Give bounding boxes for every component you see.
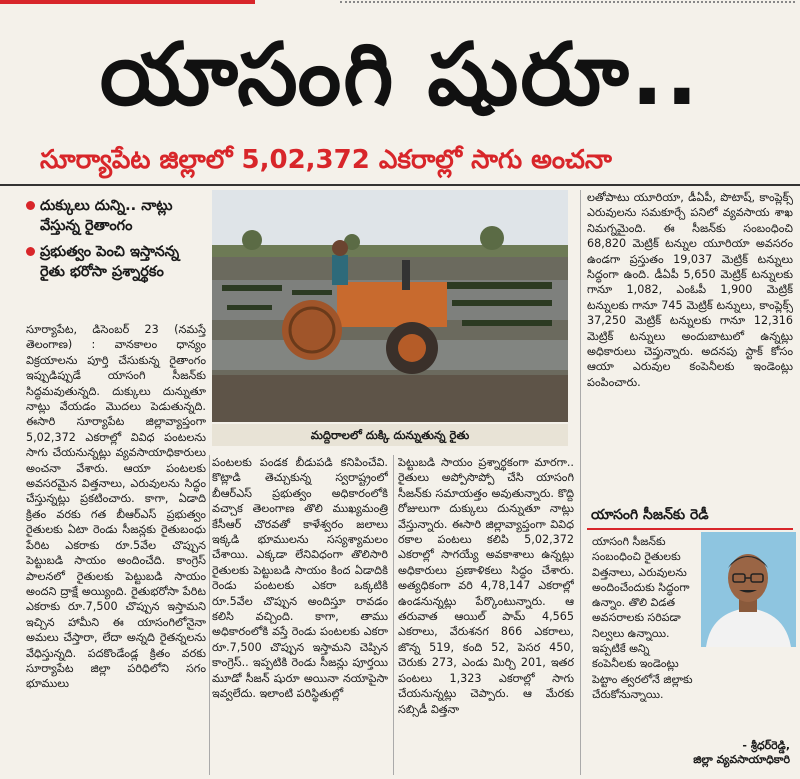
headline-divider (0, 184, 800, 186)
headline: యాసంగి షురూ.. (99, 25, 701, 125)
highlight-bullets (26, 196, 206, 288)
subheadline: సూర్యాపేట జిల్లాలో 5,02,372 ఎకరాల్లో సాగు అంచనా (40, 145, 612, 175)
bullet-dot-icon (26, 247, 35, 256)
signature-name: - శ్రీధర్‌రెడ్డి, (742, 739, 790, 752)
column-1-text: సూర్యాపేట, డిసెంబర్ 23 (నమస్తే తెలంగాణ) : వానకాలం ధాన్యం విక్రయాలను పూర్తి చేసుకున్న రైతాంగం ఇప్పుడిప్పుడే యాసంగి సీజన్‌కు సిద్ధమవుతున్నది. దుక్కులు దున్నుతూ నాట్లు వేయడం మొదలు పెడుతున్నది. ఈసారి సూర్యాపేట జిల్లావ్యాప్తంగా 5,02,372 ఎకరాల్లో వివిధ పంటలను సాగు చేయనున్నట్లు వ్యవసాయాధికారులు అంచనా వేశారు. ఆయా పంటలకు అవసరమైన విత్తనాలు, ఎరువులను సిద్ధం చేస్తున్నట్లు ప్రకటించారు. కాగా, ఏడాది క్రితం వరకు గత బీఆర్‌ఎస్ ప్రభుత్వం రైతులకు ఏటా రెండు సీజన్లకు రైతుబంధు పేరిట ఎకరాకు రూ.5వేల చొప్పున పెట్టుబడి సాయం అందించేది. కాంగ్రెస్ పాలనలో రైతులకు పెట్టుబడి సాయం అందని ద్రాక్షే అయ్యింది. రైతుభరోసా పేరిట ఎకరాకు రూ.7,500 చొప్పున ఇస్తామని ఇచ్చిన హామీని ఈ యాసంగిలోనైనా అమలు చేస్తారా, లేదా అన్నది రైతన్నలను వేధిస్తున్నది. పదకొండేండ్ల క్రితం వరకు సూర్యాపేట జిల్లా పరిధిలోని సగం భూములు (26, 323, 206, 691)
sidebar-box-text (592, 534, 696, 738)
sidebar-box-title: యాసంగి సీజన్‌కు రెడీ (591, 507, 709, 523)
column-2-text: పంటలకు పండక బీడుపడి కనిపించేవి. కొట్లాడి తెచ్చుకున్న స్వరాష్ట్రంలో బీఆర్‌ఎస్ ప్రభుత్వం అధికారంలోకి వచ్చాక తెలంగాణ తొలి ముఖ్యమంత్రి కేసీఆర్ చొరవతో కాళేశ్వరం జలాలు ఇక్కడి భూములను సస్యశ్యామలం చేశాయి. ఎక్కడా లేనివిధంగా తొలిసారి రైతులకు పెట్టుబడి సాయం కింద ఏడాదికి రెండు పంటలకు ఎకరా ఒక్కటికి రూ.5వేల చొప్పున అందిస్తూ రావడం కలిసి వచ్చింది. కాగా, తాము అధికారంలోకి వస్తే రెండు పంటలకు ఎకరా రూ.7,500 చొప్పున ఇస్తామని చెప్పిన కాంగ్రెస్.. ఇప్పటికి రెండు సీజన్లు పూర్తయి మూడో సీజన్ షురూ అయినా నయాపైసా ఇవ్వలేదు. ఇలాంటి పరిస్థితుల్లో (212, 456, 388, 701)
official-portrait-photo (701, 532, 796, 647)
column-divider (580, 190, 581, 775)
article-column-3 (398, 455, 574, 777)
bullet-dot-icon (26, 201, 35, 210)
bullet-item (26, 242, 206, 282)
column-4-text: లతోపాటు యూరియా, డీఏపీ, పొటాష్, కాంప్లెక్స్ ఎరువులను సమకూర్చే పనిలో వ్యవసాయ శాఖ నిమగ్నమైంది. ఈ సీజన్‌కు సంబంధించి 68,820 మెట్రిక్ టన్నుల యూరియా అవసరం ఉండగా ప్రస్తుతం 19,037 మెట్రిక్ టన్నులు సిద్ధంగా ఉంది. డీఏపీ 5,650 మెట్రిక్ టన్నులకు గానూ 1,082, ఎంఓపీ 1,900 మెట్రిక్ టన్నులకు గానూ 745 మెట్రిక్ టన్నులు, కాంప్లెక్స్ 37,250 మెట్రిక్ టన్నులకు గానూ 12,316 మెట్రిక్ టన్నులు అందుబాటులో ఉన్నట్లు అధికారులు చెప్తున్నారు. అదనపు స్టాక్ కోసం ఆయా ఎరువుల కంపెనీలకు ఇండెంట్లు పంపించారు. (587, 191, 793, 389)
photo-caption: మద్దిరాలలో దుక్కి దున్నుతున్న రైతు (212, 424, 568, 446)
article-column-1 (26, 322, 206, 777)
bullet-text: ప్రభుత్వం పెంచి ఇస్తానన్న రైతు భరోసా ప్రశ్నార్థకం (40, 244, 180, 280)
bullet-text: దుక్కులు దున్ని.. నాట్లు వేస్తున్న రైతాంగం (40, 198, 173, 234)
article-column-4 (587, 190, 793, 495)
column-3-text: పెట్టుబడి సాయం ప్రశ్నార్థకంగా మారగా.. రైతులు అప్పోసొప్పో చేసి యాసంగి సీజన్‌కు సమాయత్తం అవుతున్నారు. కొద్ది రోజులుగా దుక్కులు దున్నుతూ నాట్లు వేస్తున్నారు. ఈసారి జిల్లావ్యాప్తంగా వివిధ రకాల పంటలు కలిపి 5,02,372 ఎకరాల్లో సాగయ్యే అవకాశాలు ఉన్నట్లు అధికారులు ప్రణాళికలు సిద్ధం చేశారు. అత్యధికంగా వరి 4,78,147 ఎకరాల్లో ఉండనున్నట్లు పేర్కొంటున్నారు. ఆ తరువాత ఆయిల్ పామ్ 4,565 ఎకరాలు, వేరుశనగ 866 ఎకరాలు, జొన్న 519, కంది 52, పెసర 450, చెరుకు 273, ఎండు మిర్చి 201, ఇతర పంటలు 1,323 ఎకరాల్లో సాగు చేయనున్నట్లు చెప్పారు. ఆ మేరకు సబ్సిడీ విత్తనా (398, 456, 574, 716)
sidebar-box-rule (587, 528, 793, 530)
tractor-photo-illustration (212, 190, 568, 422)
top-dotted-rule (340, 1, 795, 3)
top-red-bar (0, 0, 255, 4)
article-column-2 (212, 455, 388, 777)
bullet-item (26, 196, 206, 236)
column-divider (393, 455, 394, 775)
column-divider (209, 455, 210, 775)
sidebar-signature (600, 739, 790, 767)
person-portrait-icon (701, 532, 796, 647)
sidebar-quote: యాసంగి సీజన్‌కు సంబంధించి రైతులకు విత్తనాలు, ఎరువులను అందించేందుకు సిద్ధంగా ఉన్నాం. తొలి విడత అవసరాలకు సరిపడా నిల్వలు ఉన్నాయి. ఇప్పటికే అన్ని కంపెనీలకు ఇండెంట్లు పెట్టాం త్వరలోనే జిల్లాకు చేరుకోనున్నాయి. (592, 535, 693, 701)
top-rule (0, 0, 800, 8)
signature-title: జిల్లా వ్యవసాయాధికారి (693, 753, 790, 766)
article-photo (212, 190, 568, 422)
